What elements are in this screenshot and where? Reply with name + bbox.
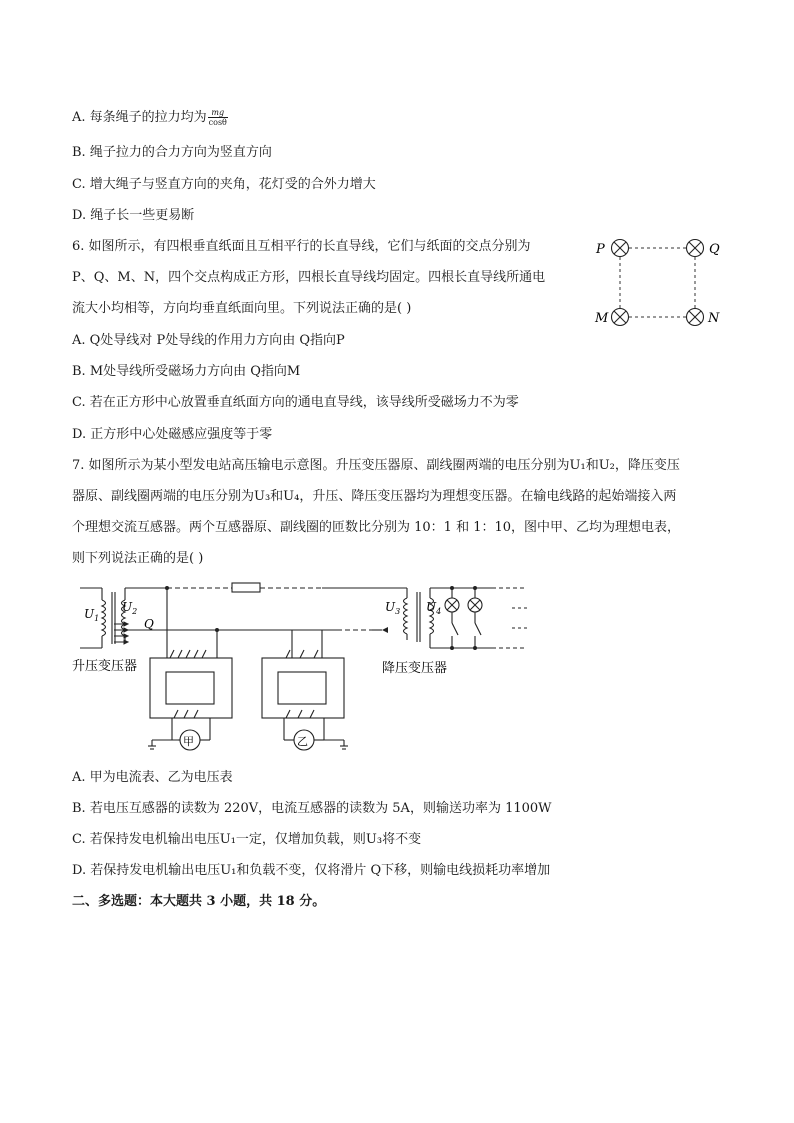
q6-option-c: C. 若在正方形中心放置垂直纸面方向的通电直导线，该导线所受磁场力不为零 (72, 395, 519, 410)
q7-transmission-diagram (72, 578, 532, 754)
wire-p (612, 240, 629, 257)
label-n: N (708, 311, 720, 326)
wire-m (612, 309, 629, 326)
section-2-heading: 二、多选题：本大题共 3 小题，共 18 分。 (72, 894, 326, 909)
label-p: P (596, 242, 605, 257)
label-u2: $U_2$ (122, 600, 138, 616)
q6-option-d: D. 正方形中心处磁感应强度等于零 (72, 427, 273, 442)
label-u4: $U_4$ (426, 600, 442, 616)
label-u1: $U_1$ (84, 607, 100, 623)
meter-yi: 乙 (297, 735, 308, 748)
arrow-icon (382, 627, 388, 633)
q5-option-b: B. 绳子拉力的合力方向为竖直方向 (72, 145, 272, 160)
q6-stem-line-1: 6. 如图所示，有四根垂直纸面且互相平行的长直导线，它们与纸面的交点分别为 (72, 239, 531, 254)
label-q: Q (709, 242, 720, 257)
q6-stem-line-2: P、Q、M、N，四个交点构成正方形，四根长直导线均固定。四根长直导线所通电 (72, 270, 546, 285)
q7-stem-line-4: 则下列说法正确的是( ) (72, 551, 204, 566)
q5-option-d: D. 绳子长一些更易断 (72, 208, 195, 223)
q7-option-d: D. 若保持发电机输出电压U₁和负载不变，仅将滑片 Q下移，则输电线损耗功率增加 (72, 863, 551, 878)
load-lamps (445, 588, 482, 648)
wire-q (687, 240, 704, 257)
q5-option-c: C. 增大绳子与竖直方向的夹角，花灯受的合外力增大 (72, 177, 376, 192)
q7-option-b: B. 若电压互感器的读数为 220V，电流互感器的读数为 5A，则输送功率为 1100W (72, 801, 552, 816)
q5-option-a: A. 每条绳子的拉力均为 $\frac{mg}{\cos\theta}$ (72, 108, 227, 127)
q7-stem-line-1: 7. 如图所示为某小型发电站高压输电示意图。升压变压器原、副线圈两端的电压分别为U₁和U₂，降压变压 (72, 458, 680, 473)
label-q-slider: Q (144, 617, 154, 631)
q7-stem-line-3: 个理想交流互感器。两个互感器原、副线圈的匝数比分别为 10：1 和 1：10，图中甲、乙均为理想电表， (72, 520, 681, 535)
q6-stem-line-3: 流大小均相等，方向均垂直纸面向里。下列说法正确的是( ) (72, 301, 412, 316)
voltage-transformer (148, 588, 232, 750)
q6-option-a: A. Q处导线对 P处导线的作用力方向由 Q指向P (72, 333, 345, 348)
label-step-up: 升压变压器 (72, 659, 138, 674)
q7-stem-line-2: 器原、副线圈两端的电压分别为U₃和U₄，升压、降压变压器均为理想变压器。在输电线路的起始端接入两 (72, 489, 677, 504)
label-m: M (595, 311, 609, 326)
label-u3: $U_3$ (385, 600, 401, 616)
q6-wire-square-diagram (590, 232, 730, 328)
fraction: $\frac{mg}{\cos\theta}$ (208, 108, 227, 127)
q7-option-c: C. 若保持发电机输出电压U₁一定，仅增加负载，则U₃将不变 (72, 832, 422, 847)
q6-option-b: B. M处导线所受磁场力方向由 Q指向M (72, 364, 301, 379)
label-step-down: 降压变压器 (382, 661, 448, 676)
q7-option-a: A. 甲为电流表、乙为电压表 (72, 770, 233, 785)
meter-jia: 甲 (183, 735, 194, 748)
wire-n (687, 309, 704, 326)
current-transformer (262, 630, 348, 750)
